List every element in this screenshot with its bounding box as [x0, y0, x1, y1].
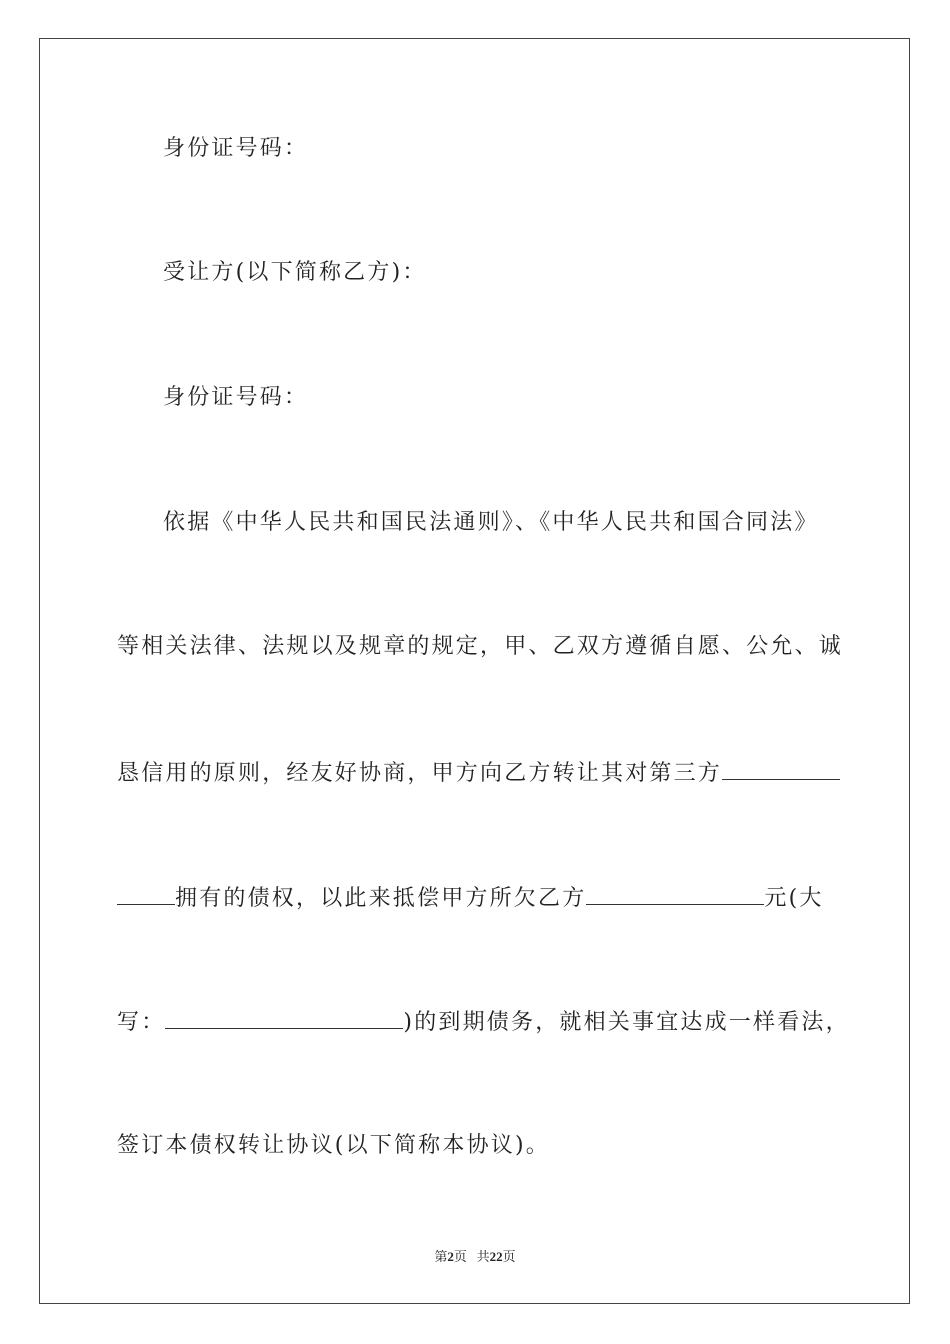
- paragraph-line-1: 依据《中华人民共和国民法通则》、《中华人民共和国合同法》: [163, 510, 819, 535]
- paragraph-line-5-text: )的到期债务，就相关事宜达成一样看法，: [403, 1010, 850, 1035]
- paragraph-line-5-start: 写：: [117, 1010, 166, 1035]
- footer-total-pages: 22: [489, 1249, 503, 1264]
- paragraph-line-3-text: 恳信用的原则，经友好协商，甲方向乙方转让其对第三方: [117, 761, 723, 786]
- paragraph-line-4: [117, 882, 857, 914]
- paragraph-line-2: 等相关法律、法规以及规章的规定，甲、乙双方遵循自愿、公允、诚: [117, 634, 844, 659]
- footer-page-number: 2: [447, 1249, 454, 1264]
- page-footer: [0, 1246, 950, 1265]
- third-party-blank: [722, 757, 840, 780]
- amount-blank: [586, 882, 764, 905]
- footer-page-prefix: 第: [434, 1249, 448, 1264]
- footer-page-suffix: 页: [453, 1249, 467, 1264]
- id-number-label-2: 身份证号码：: [163, 385, 309, 410]
- amount-uppercase-blank: [165, 1006, 403, 1029]
- id-number-label-1: 身份证号码：: [163, 136, 309, 161]
- paragraph-line-3: [117, 757, 857, 789]
- transferee-label: 受让方(以下简称乙方)：: [163, 260, 427, 285]
- paragraph-line-6: 签订本债权转让协议(以下简称本协议)。: [117, 1133, 550, 1158]
- footer-total-suffix: 页: [502, 1249, 516, 1264]
- paragraph-line-4-end: 元(大: [764, 886, 824, 911]
- footer-total-prefix: 共: [476, 1249, 490, 1264]
- third-party-blank-cont: [117, 882, 175, 905]
- paragraph-line-4-text: 拥有的债权，以此来抵偿甲方所欠乙方: [175, 886, 587, 911]
- paragraph-line-5: [117, 1006, 857, 1038]
- page-border: [39, 38, 910, 1304]
